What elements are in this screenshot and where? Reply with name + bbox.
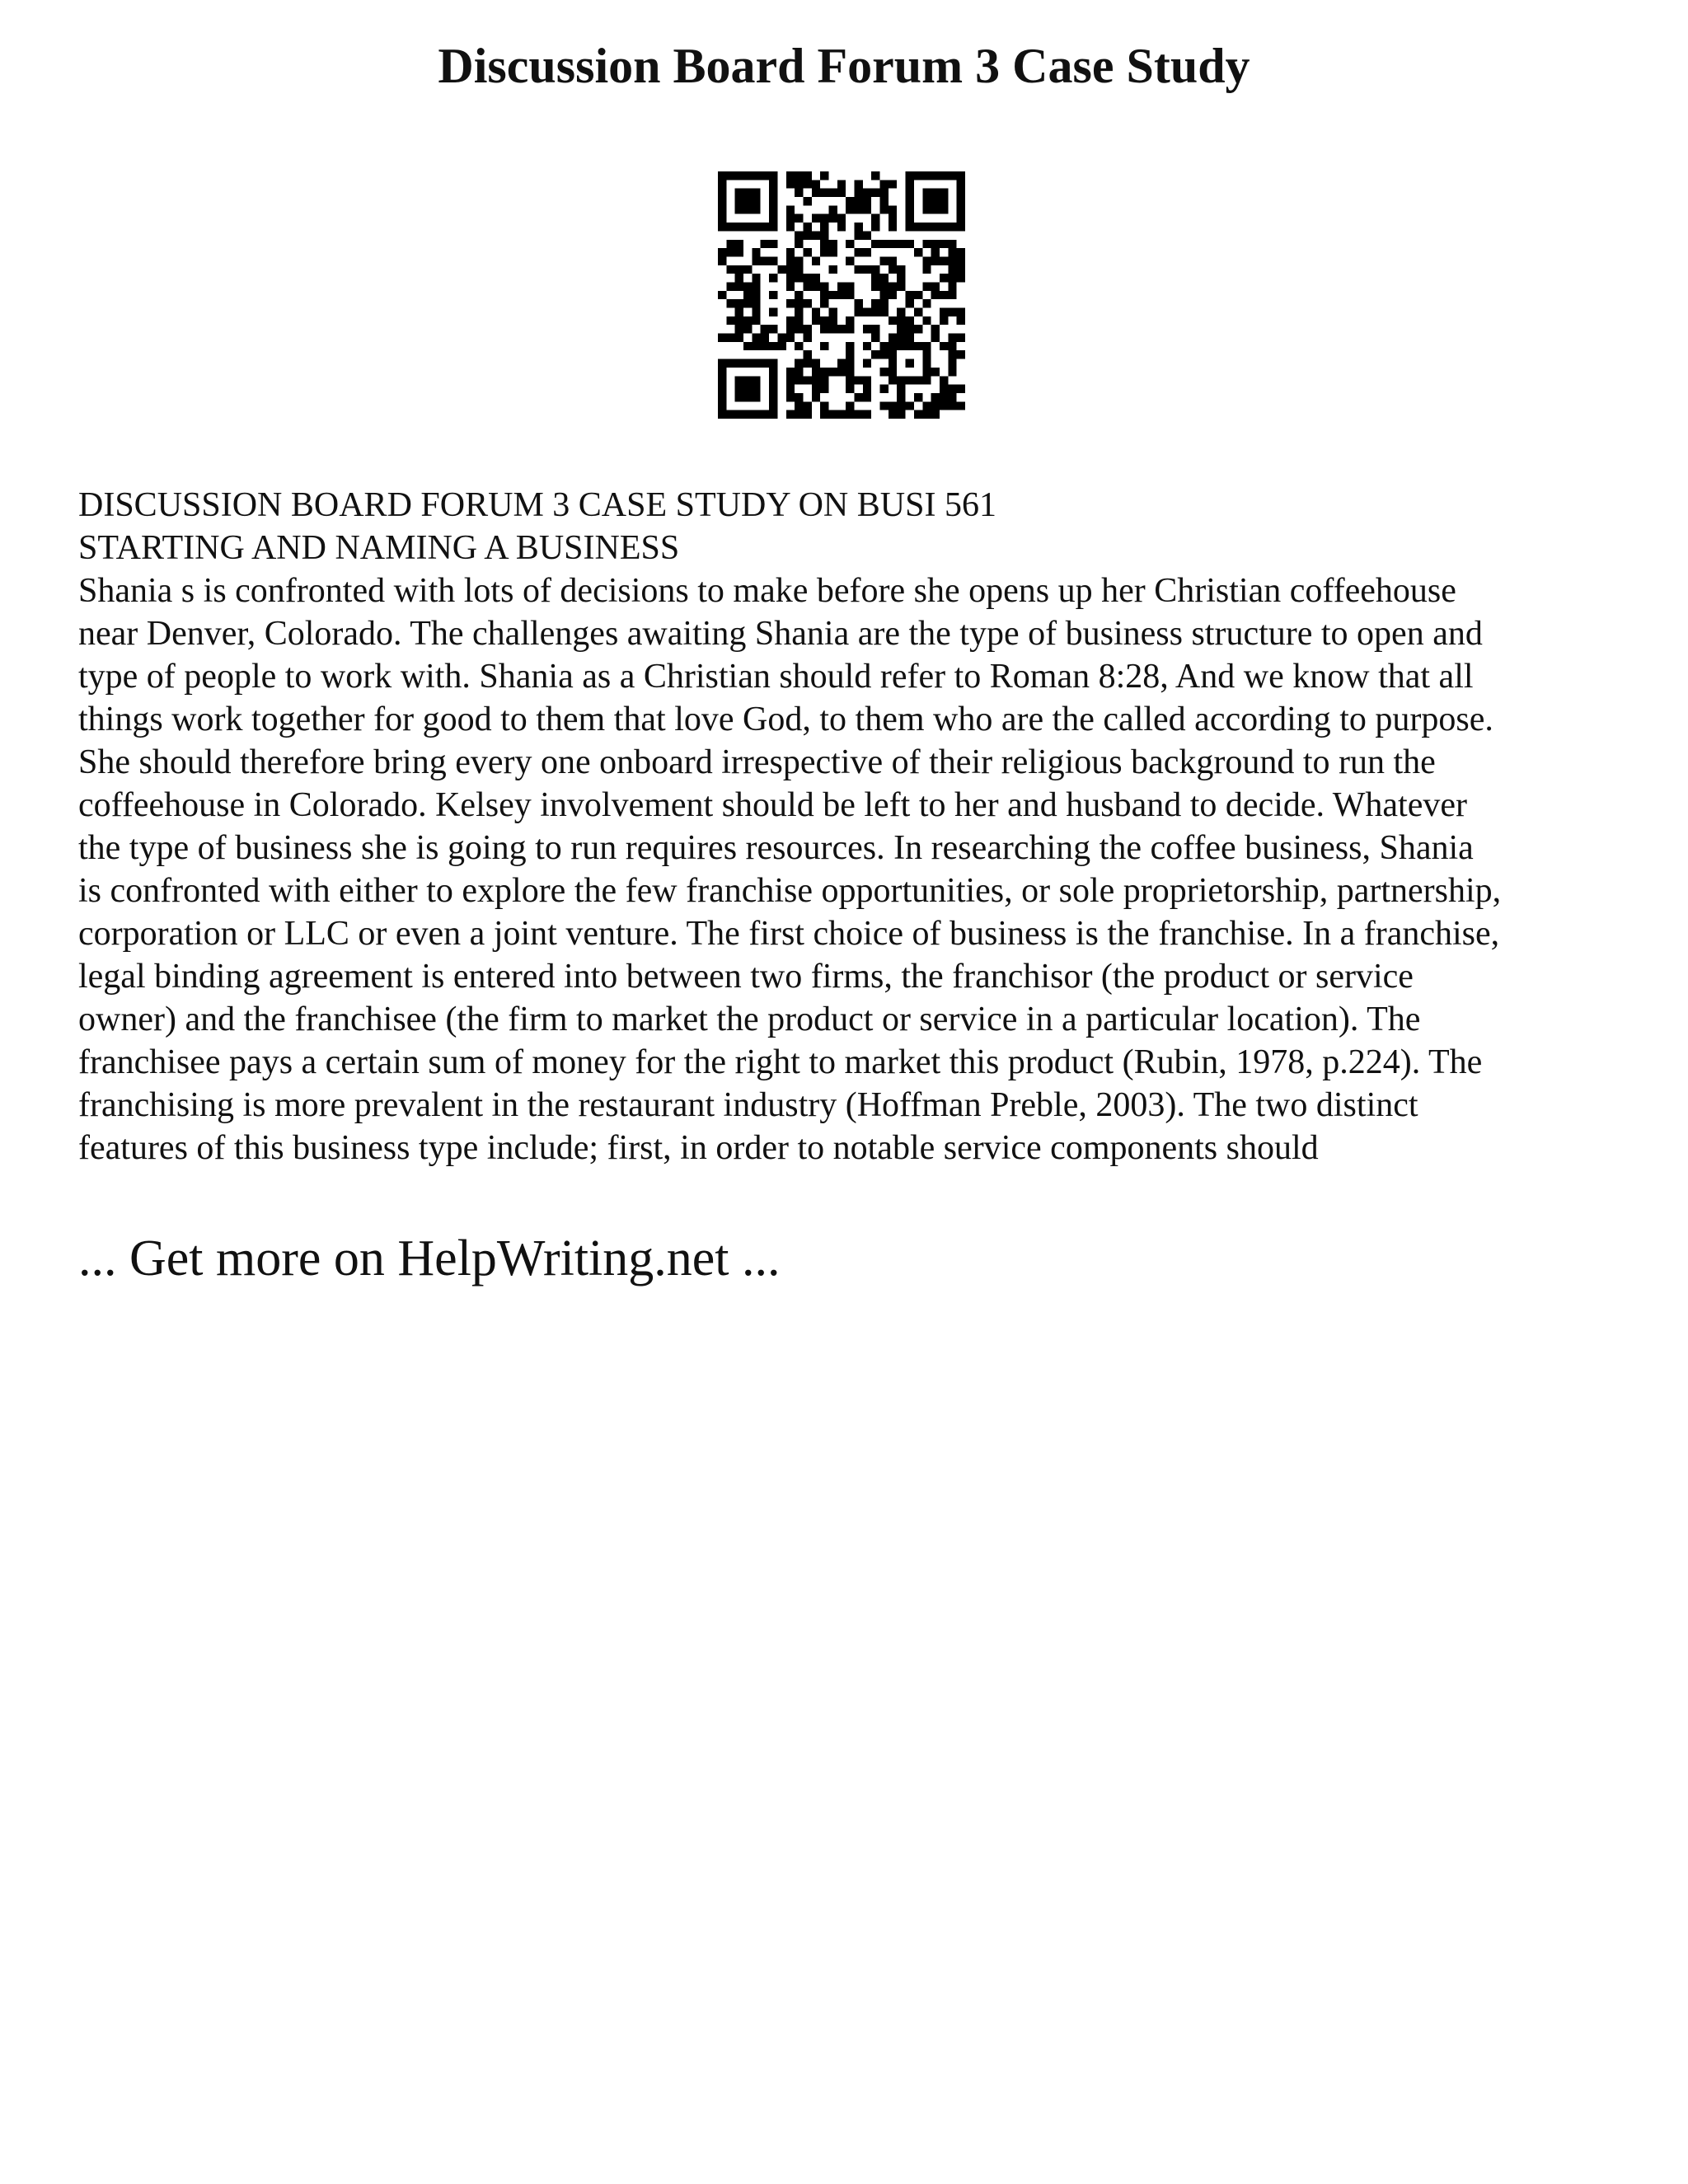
body-line: type of people to work with. Shania as a Christian should refer to Roman 8:28, And we know that all [78,658,1474,696]
body-line: owner) and the franchisee (the firm to market the product or service in a particular location). The [78,1001,1421,1038]
body-line: near Denver, Colorado. The challenges awaiting Shania are the type of business structure to open and [78,615,1483,653]
body-line: legal binding agreement is entered into between two firms, the franchisor (the product or service [78,958,1414,996]
body-line: franchising is more prevalent in the restaurant industry (Hoffman Preble, 2003). The two distinct [78,1086,1418,1124]
body-line: the type of business she is going to run requires resources. In researching the coffee business, Shania [78,829,1474,867]
get-more-link[interactable]: ... Get more on HelpWriting.net ... [78,1230,781,1286]
body-line: features of this business type include; first, in order to notable service components should [78,1129,1319,1167]
page-title: Discussion Board Forum 3 Case Study [438,39,1250,93]
qr-code-icon [718,171,965,419]
body-text [78,484,1628,1169]
body-line: coffeehouse in Colorado. Kelsey involvement should be left to her and husband to decide. Whatever [78,786,1467,824]
body-line: Shania s is confronted with lots of decisions to make before she opens up her Christian coffeehouse [78,572,1456,610]
body-line: DISCUSSION BOARD FORUM 3 CASE STUDY ON BUSI 561 [78,486,996,524]
body-line: franchisee pays a certain sum of money for the right to market this product (Rubin, 1978, p.224). The [78,1043,1483,1081]
body-line: She should therefore bring every one onboard irrespective of their religious background to run the [78,743,1436,781]
body-line: STARTING AND NAMING A BUSINESS [78,529,680,567]
body-line: things work together for good to them that love God, to them who are the called according to purpose. [78,701,1493,738]
body-line: is confronted with either to explore the few franchise opportunities, or sole proprietorship, partnership, [78,872,1502,910]
body-line: corporation or LLC or even a joint venture. The first choice of business is the franchise. In a franchise, [78,915,1500,953]
